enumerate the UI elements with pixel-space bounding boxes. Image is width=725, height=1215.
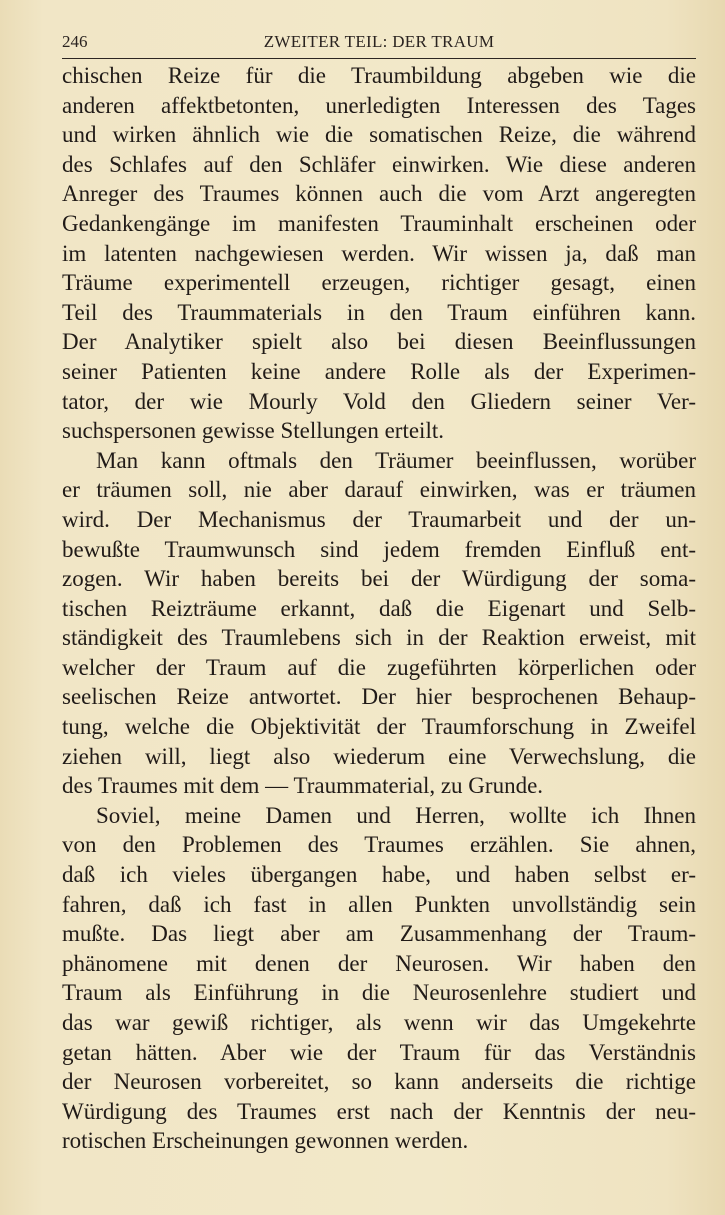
text-line: seelischen Reize antwortet. Der hier besprochenen Behaup- — [62, 684, 696, 710]
text-line: fahren, daß ich fast in allen Punkten unvollständig sein — [62, 891, 696, 917]
text-line: im latenten nachgewiesen werden. Wir wissen ja, daß man — [62, 240, 696, 266]
text-line: Soviel, meine Damen und Herren, wollte ich Ihnen — [96, 802, 696, 828]
text-line: Teil des Traummaterials in den Traum einführen kann. — [62, 299, 696, 325]
text-line: er träumen soll, nie aber darauf einwirken, was er träumen — [62, 477, 696, 503]
text-line: seiner Patienten keine andere Rolle als der Experimen- — [62, 358, 696, 384]
text-line: ständigkeit des Traumlebens sich in der Reaktion erweist, mit — [62, 625, 696, 651]
text-line: welcher der Traum auf die zugeführten körperlichen oder — [62, 654, 696, 680]
text-line: chischen Reize für die Traumbildung abgeben wie die — [62, 63, 696, 88]
text-line: wird. Der Mechanismus der Traumarbeit und der un- — [62, 506, 696, 532]
text-line: das war gewiß richtiger, als wenn wir das Umgekehrte — [62, 1010, 696, 1035]
text-line: daß ich vieles übergangen habe, und haben selbst er- — [62, 862, 696, 888]
text-line: tator, der wie Mourly Vold den Gliedern seiner Ver- — [62, 388, 696, 414]
text-line: mußte. Das liegt aber am Zusammenhang der Traum- — [62, 921, 696, 947]
text-line: Träume experimentell erzeugen, richtiger gesagt, einen — [62, 270, 696, 296]
text-line: des Traumes mit dem — Traummaterial, zu Grunde. — [62, 773, 544, 799]
text-line: tung, welche die Objektivität der Traumforschung in Zweifel — [62, 714, 696, 740]
header-rule — [62, 58, 696, 59]
text-line: tischen Reizträume erkannt, daß die Eigenart und Selb- — [62, 595, 696, 621]
text-line: anderen affektbetonten, unerledigten Interessen des Tages — [62, 92, 696, 118]
page-header — [62, 30, 696, 54]
text-line: der Neurosen vorbereitet, so kann anderseits die richtige — [62, 1069, 696, 1095]
text-line: suchspersonen gewisse Stellungen erteilt. — [62, 418, 444, 444]
text-line: ziehen will, liegt also wiederum eine Verwechslung, die — [62, 743, 696, 769]
running-title: ZWEITER TEIL: DER TRAUM — [263, 32, 495, 51]
text-line: phänomene mit denen der Neurosen. Wir haben den — [62, 950, 696, 976]
text-line: Traum als Einführung in die Neurosenlehre studiert und — [62, 980, 696, 1006]
text-line: zogen. Wir haben bereits bei der Würdigung der soma- — [62, 566, 696, 592]
text-line: bewußte Traumwunsch sind jedem fremden Einfluß ent- — [62, 536, 696, 562]
text-line: getan hätten. Aber wie der Traum für das Verständnis — [62, 1039, 696, 1065]
text-line: rotischen Erscheinungen gewonnen werden. — [62, 1128, 469, 1154]
text-line: Anreger des Traumes können auch die vom Arzt angeregten — [62, 181, 696, 207]
page-number: 246 — [62, 32, 88, 51]
text-line: des Schlafes auf den Schläfer einwirken. Wie diese anderen — [62, 151, 696, 177]
text-line: Würdigung des Traumes erst nach der Kenntnis der neu- — [62, 1098, 696, 1124]
text-line: von den Problemen des Traumes erzählen. Sie ahnen, — [62, 832, 696, 858]
text-line: Gedankengänge im manifesten Trauminhalt erscheinen oder — [62, 210, 696, 236]
text-line: und wirken ähnlich wie die somatischen Reize, die während — [62, 122, 696, 148]
text-line: Man kann oftmals den Träumer beeinflussen, worüber — [96, 447, 696, 473]
body-text — [62, 61, 696, 1156]
text-line: Der Analytiker spielt also bei diesen Beeinflussungen — [62, 329, 696, 355]
